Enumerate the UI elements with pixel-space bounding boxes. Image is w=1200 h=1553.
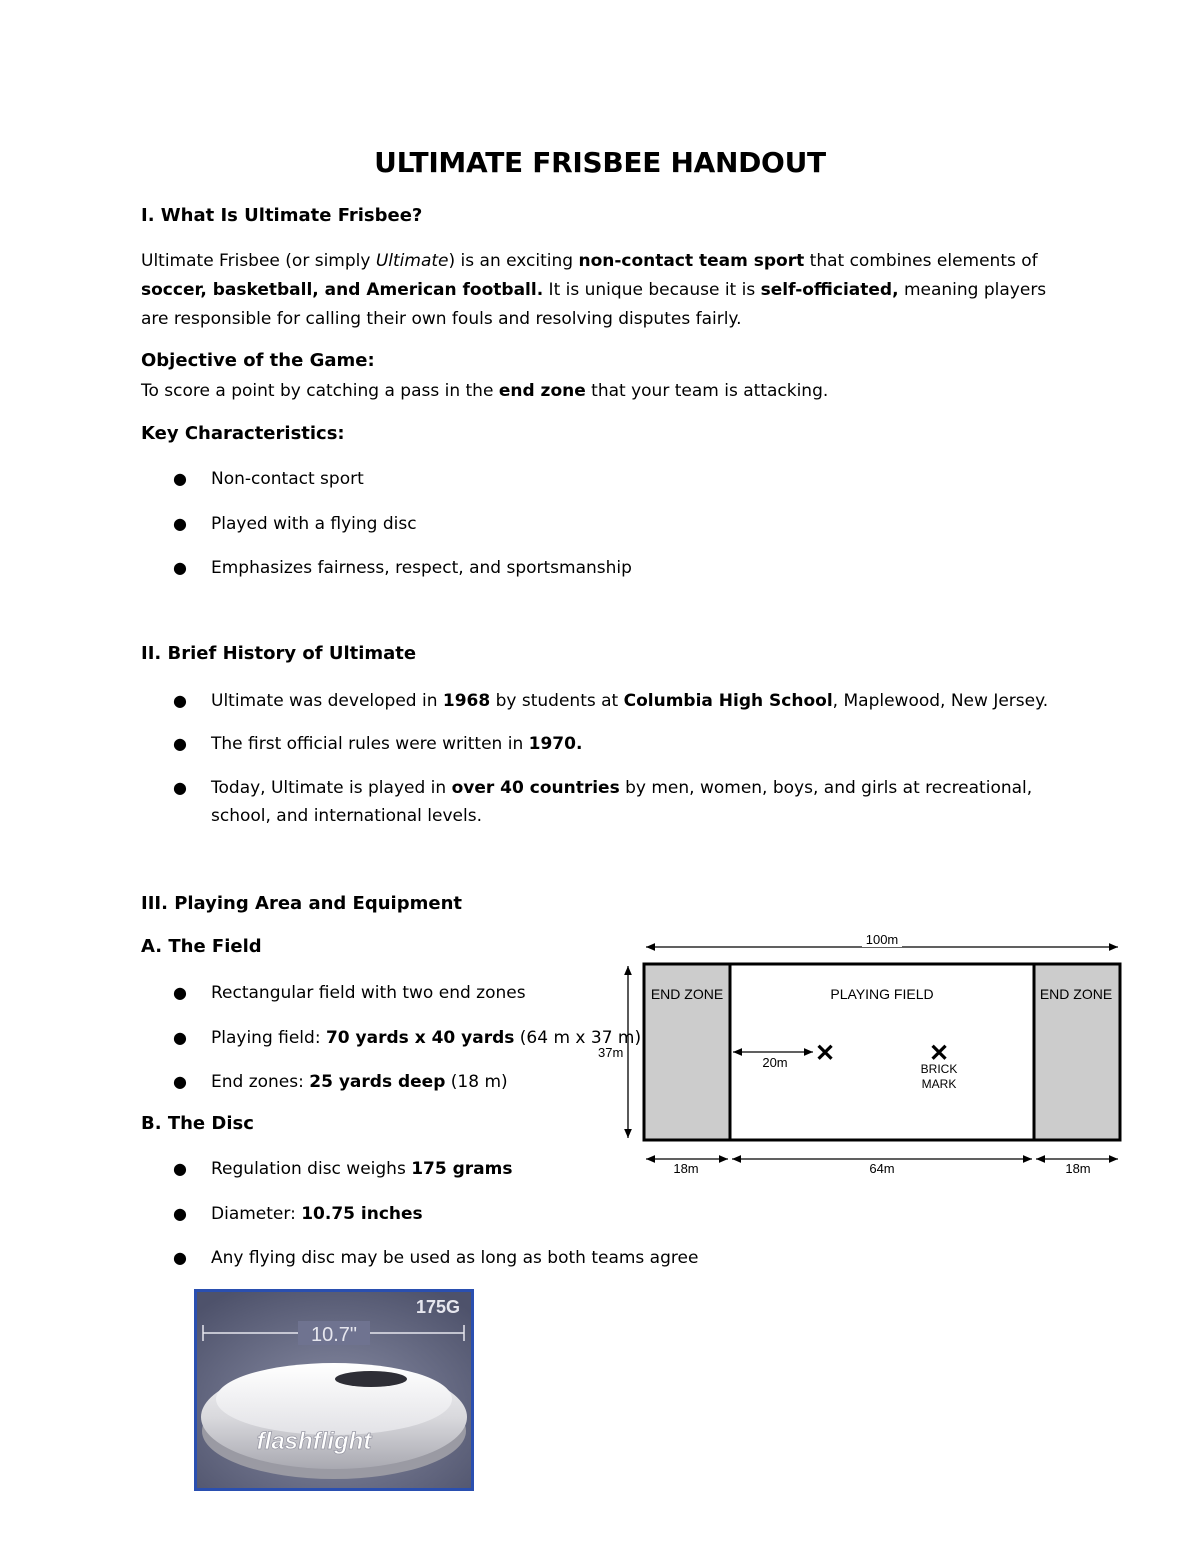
disc-heading: B. The Disc (141, 1113, 254, 1134)
text-run: Emphasizes fairness, respect, and sportsmanship (211, 558, 632, 578)
bullet-icon: ● (173, 691, 187, 710)
text-run: (18 m) (445, 1072, 508, 1092)
width-label: 37m (598, 1045, 624, 1060)
bold-text: 10.75 inches (301, 1204, 423, 1224)
disc-brand-logo: flashflight (256, 1428, 372, 1455)
italic-text: Ultimate (375, 251, 449, 271)
bullet-icon: ● (173, 514, 187, 533)
text-run: Non-contact sport (211, 469, 364, 489)
text-run: Diameter: (211, 1204, 302, 1224)
text-run: by students at (490, 691, 624, 711)
key-characteristics-heading: Key Characteristics: (141, 423, 345, 444)
playing-field-label: PLAYING FIELD (830, 986, 934, 1002)
brick-mark-icon: ✕ (928, 1040, 950, 1067)
bold-text: 175 grams (411, 1159, 513, 1179)
field-heading: A. The Field (141, 936, 262, 957)
bullet-icon: ● (173, 1248, 187, 1267)
text-run: Played with a flying disc (211, 514, 417, 534)
text-run: Ultimate was developed in (211, 691, 443, 711)
bold-text: end zone (498, 381, 586, 401)
text-run: To score a point by catching a pass in the (141, 381, 499, 401)
text-run: Playing field: (211, 1028, 326, 1048)
text-run: The first official rules were written in (211, 734, 529, 754)
brick-distance-label: 20m (762, 1055, 788, 1070)
right-zone-depth-label: 18m (1065, 1161, 1091, 1176)
text-run: Ultimate Frisbee (or simply (141, 251, 376, 271)
disc-label-patch (335, 1371, 407, 1387)
objective-heading: Objective of the Game: (141, 350, 375, 371)
page-title: ULTIMATE FRISBEE HANDOUT (374, 146, 826, 179)
bullet-icon: ● (173, 1204, 187, 1223)
section-heading-history: II. Brief History of Ultimate (141, 643, 417, 664)
brick-mark-icon: ✕ (814, 1040, 836, 1067)
list-item (211, 465, 364, 493)
text-run: Rectangular field with two end zones (211, 983, 526, 1003)
field-length-label: 64m (869, 1161, 895, 1176)
list-item (211, 1024, 641, 1052)
text-run: Today, Ultimate is played in (211, 778, 452, 798)
bold-text: 1968 (442, 691, 491, 711)
bold-text: 70 yards x 40 yards (325, 1028, 515, 1048)
bullet-icon: ● (173, 778, 187, 797)
list-item (211, 687, 1081, 715)
list-item (211, 510, 417, 538)
bullet-icon: ● (173, 983, 187, 1002)
list-item (211, 1068, 508, 1096)
disc-image (194, 1289, 474, 1491)
bullet-icon: ● (173, 734, 187, 753)
field-diagram (590, 925, 1135, 1180)
bullet-icon: ● (173, 469, 187, 488)
end-zone-left-label: END ZONE (650, 986, 724, 1002)
bold-text: self-officiated, (760, 280, 899, 300)
bold-text: Columbia High School (623, 691, 833, 711)
list-item (211, 979, 526, 1007)
text-run: It is unique because it is (543, 280, 761, 300)
bold-text: 1970. (528, 734, 583, 754)
brick-mark-label: BRICK (920, 1062, 958, 1076)
brick-mark-label: MARK (921, 1077, 957, 1091)
left-zone-depth-label: 18m (673, 1161, 699, 1176)
text-run: that your team is attacking. (585, 381, 829, 401)
text-run: , Maplewood, New Jersey. (832, 691, 1049, 711)
disc-weight-label: 175G (415, 1297, 460, 1317)
list-item (211, 774, 1041, 830)
bold-text: non-contact team sport (578, 251, 805, 271)
bold-text: 25 yards deep (309, 1072, 446, 1092)
objective-text (141, 377, 1061, 406)
bullet-icon: ● (173, 1159, 187, 1178)
text-run: End zones: (211, 1072, 310, 1092)
intro-paragraph (141, 247, 1061, 334)
total-length-label: 100m (865, 932, 899, 947)
disc-diameter-label: 10.7" (310, 1324, 358, 1346)
text-run: Any flying disc may be used as long as both teams agree (211, 1248, 699, 1268)
bold-text: over 40 countries (451, 778, 620, 798)
text-run: Regulation disc weighs (211, 1159, 412, 1179)
disc-top (216, 1363, 452, 1435)
text-run: that combines elements of (804, 251, 1038, 271)
bullet-icon: ● (173, 558, 187, 577)
bullet-icon: ● (173, 1028, 187, 1047)
section-heading-what-is: I. What Is Ultimate Frisbee? (141, 205, 423, 226)
end-zone-right-label: END ZONE (1039, 986, 1113, 1002)
text-run: meaning players are responsible for calling their own fouls and resolving disputes fairly. (141, 280, 1047, 329)
text-run: (64 m x 37 m) (514, 1028, 642, 1048)
text-run: ) is an exciting (448, 251, 579, 271)
list-item (211, 554, 632, 582)
bullet-icon: ● (173, 1072, 187, 1091)
list-item (211, 1244, 698, 1272)
text-run: by men, women, boys, and girls at recreational, school, and international levels. (211, 778, 1033, 826)
list-item (211, 1155, 512, 1183)
bold-text: soccer, basketball, and American football. (141, 280, 544, 300)
list-item (211, 730, 1081, 758)
list-item (211, 1200, 423, 1228)
section-heading-playing-area: III. Playing Area and Equipment (141, 893, 462, 914)
